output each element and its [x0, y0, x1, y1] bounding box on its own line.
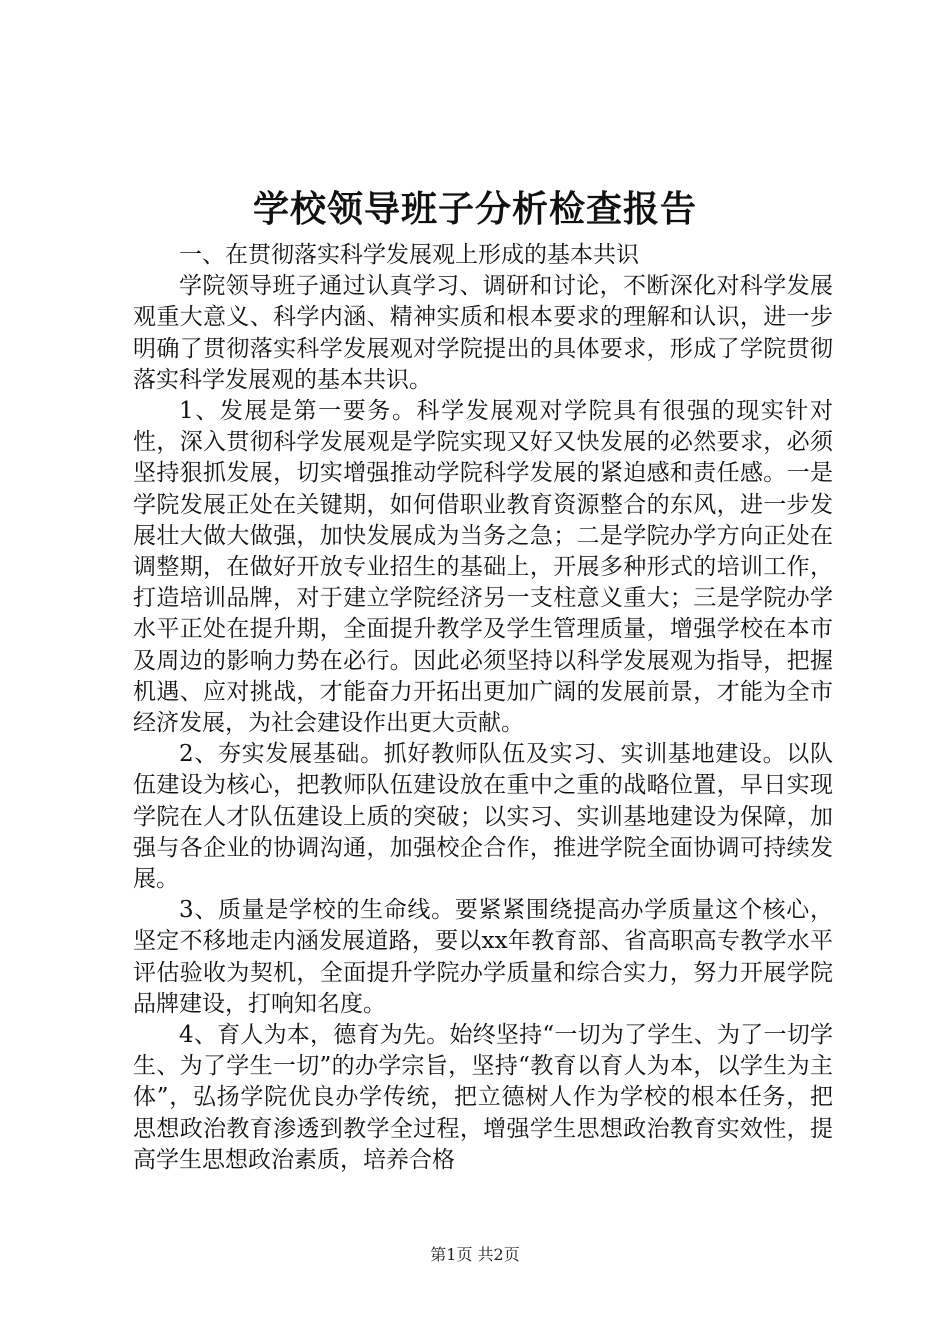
document-body: [133, 240, 833, 1176]
document-title: 学校领导班子分析检查报告: [252, 188, 697, 230]
paragraph: 4、育人为本，德育为先。始终坚持“一切为了学生、为了一切学生、为了学生一切”的办学宗旨，坚持“教育以育人为本，以学生为主体”，弘扬学院优良办学传统，把立德树人作为学校的根本任务，把思想政治教育渗透到教学全过程，增强学生思想政治教育实效性，提高学生思想政治素质，培养合格: [133, 1022, 833, 1173]
paragraph: 学院领导班子通过认真学习、调研和讨论，不断深化对科学发展观重大意义、科学内涵、精神实质和根本要求的理解和认识，进一步明确了贯彻落实科学发展观对学院提出的具体要求，形成了学院贯彻落实科学发展观的基本共识。: [133, 273, 833, 393]
paragraph: 1、发展是第一要务。科学发展观对学院具有很强的现实针对性，深入贯彻科学发展观是学院实现又好又快发展的必然要求，必须坚持狠抓发展，切实增强推动学院科学发展的紧迫感和责任感。一是学院发展正处在关键期，如何借职业教育资源整合的东风，进一步发展壮大做大做强，加快发展成为当务之急；二是学院办学方向正处在调整期，在做好开放专业招生的基础上，开展多种形式的培训工作，打造培训品牌，对于建立学院经济另一支柱意义重大；三是学院办学水平正处在提升期，全面提升教学及学生管理质量，增强学校在本市及周边的影响力势在必行。因此必须坚持以科学发展观为指导，把握机遇、应对挑战，才能奋力开拓出更加广阔的发展前景，才能为全市经济发展，为社会建设作出更大贡献。: [133, 398, 833, 737]
section-heading: 一、在贯彻落实科学发展观上形成的基本共识: [179, 242, 639, 268]
paragraph: 3、质量是学校的生命线。要紧紧围绕提高办学质量这个核心，坚定不移地走内涵发展道路，要以xx年教育部、省高职高专教学水平评估验收为契机，全面提升学院办学质量和综合实力，努力开展学院品牌建设，打响知名度。: [133, 897, 833, 1017]
page-number-footer: 第1页 共2页: [430, 1245, 520, 1264]
paragraph: 2、夯实发展基础。抓好教师队伍及实习、实训基地建设。以队伍建设为核心，把教师队伍建设放在重中之重的战略位置，早日实现学院在人才队伍建设上质的突破；以实习、实训基地建设为保障，加强与各企业的协调沟通，加强校企合作，推进学院全面协调可持续发展。: [133, 741, 833, 893]
